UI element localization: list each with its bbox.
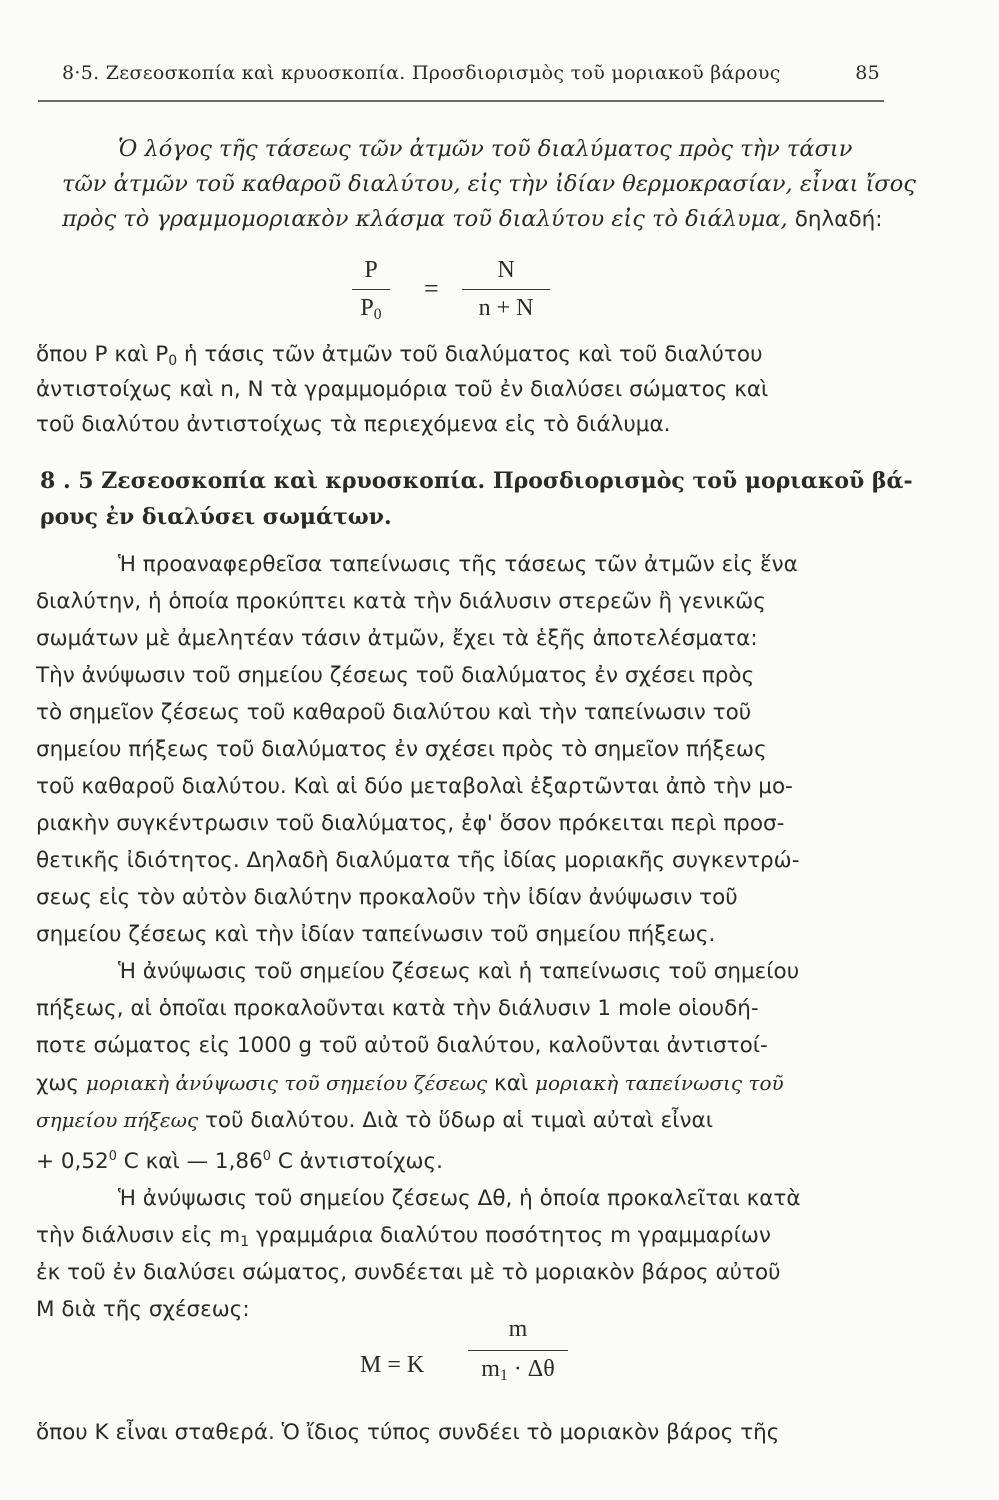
den-subscript: 0 bbox=[373, 306, 382, 323]
fraction-right bbox=[462, 257, 550, 327]
text-span: ἡ τάσις τῶν ἀτμῶν τοῦ διαλύματος καὶ τοῦ διαλύτου bbox=[177, 342, 763, 367]
den-symbol: m bbox=[481, 1356, 500, 1382]
text-line: ριακὴν συγκέντρωσιν τοῦ διαλύματος, ἐφ' ὅσον πρόκειται περὶ προσ- bbox=[36, 811, 785, 836]
text-line: Ἡ προαναφερθεῖσα ταπείνωσις τῆς τάσεως τῶν ἀτμῶν εἰς ἕνα bbox=[118, 552, 798, 577]
numerator: P bbox=[364, 257, 378, 283]
text-line bbox=[36, 1221, 858, 1257]
subscript: 0 bbox=[168, 353, 178, 369]
superscript: 0 bbox=[108, 1149, 117, 1164]
text-line: τῶν ἀτμῶν τοῦ καθαροῦ διαλύτου, εἰς τὴν ἰδίαν θερμοκρασίαν, εἶναι ἴσος bbox=[62, 171, 916, 197]
text-line: τοῦ διαλύτου ἀντιστοίχως τὰ περιεχόμενα εἰς τὸ διάλυμα. bbox=[36, 412, 671, 437]
text-line: Ὁ λόγος τῆς τάσεως τῶν ἀτμῶν τοῦ διαλύματος πρὸς τὴν τάσιν bbox=[118, 136, 853, 162]
text-span: C καὶ — 1,86 bbox=[116, 1149, 263, 1174]
text-span: καὶ bbox=[487, 1071, 536, 1096]
text-span: πρὸς τὸ γραμμομοριακὸν κλάσμα τοῦ διαλύτου εἰς τὸ διάλυμα, bbox=[62, 206, 788, 232]
running-header bbox=[62, 62, 880, 92]
text-span: C ἀντιστοίχως. bbox=[270, 1149, 443, 1174]
text-line bbox=[36, 340, 858, 376]
header-rule bbox=[38, 100, 884, 102]
numerator: m bbox=[508, 1316, 528, 1342]
text-span: δηλαδή: bbox=[794, 207, 883, 232]
text-line bbox=[36, 1142, 858, 1177]
den-subscript: 1 bbox=[499, 1367, 508, 1384]
text-line: ἀντιστοίχως καὶ n, N τὰ γραμμομόρια τοῦ ἐν διαλύσει σώματος καὶ bbox=[36, 377, 769, 402]
fraction-left bbox=[352, 257, 390, 327]
section-heading: 8 . 5 Ζεσεοσκοπία καὶ κρυοσκοπία. Προσδιορισμὸς τοῦ μοριακοῦ βά- bbox=[40, 468, 913, 494]
text-line: πήξεως, αἱ ὁποῖαι προκαλοῦνται κατὰ τὴν διάλυσιν 1 mole οἱουδή- bbox=[36, 996, 759, 1021]
text-line: θετικῆς ἰδιότητος. Δηλαδὴ διαλύματα τῆς ἰδίας μοριακῆς συγκεντρώ- bbox=[36, 848, 800, 873]
text-line bbox=[62, 204, 884, 235]
text-line: σημείου ζέσεως καὶ τὴν ἰδίαν ταπείνωσιν τοῦ σημείου πήξεως. bbox=[36, 922, 716, 947]
den-symbol: P bbox=[360, 295, 374, 321]
text-span: χως bbox=[36, 1071, 86, 1096]
text-span: γραμμάρια διαλύτου ποσότητος m γραμμαρίων bbox=[249, 1223, 771, 1248]
equation-lhs: M = K bbox=[360, 1352, 425, 1378]
text-line: τὸ σημεῖον ζέσεως τοῦ καθαροῦ διαλύτου καὶ τὴν ταπείνωσιν τοῦ bbox=[36, 700, 752, 725]
denominator bbox=[468, 1356, 568, 1385]
italic-term: μοριακὴ ταπείνωσις τοῦ bbox=[535, 1071, 784, 1095]
italic-term: μοριακὴ ἀνύψωσις τοῦ σημείου ζέσεως bbox=[85, 1071, 488, 1095]
page-number: 85 bbox=[855, 62, 880, 84]
superscript: 0 bbox=[262, 1149, 271, 1164]
text-span: + 0,52 bbox=[36, 1149, 109, 1174]
section-heading: ρους ἐν διαλύσει σωμάτων. bbox=[40, 504, 392, 530]
text-line: ἐκ τοῦ ἐν διαλύσει σώματος, συνδέεται μὲ τὸ μοριακὸν βάρος αὐτοῦ bbox=[36, 1260, 781, 1285]
den-rest: · Δθ bbox=[507, 1356, 555, 1382]
text-span: τὴν διάλυσιν εἰς m bbox=[36, 1223, 241, 1248]
section-title: 8·5. Ζεσεοσκοπία καὶ κρυοσκοπία. Προσδιορισμὸς τοῦ μοριακοῦ βάρους bbox=[62, 62, 781, 84]
subscript: 1 bbox=[240, 1234, 250, 1250]
text-line: σημείου πήξεως τοῦ διαλύματος ἐν σχέσει πρὸς τὸ σημεῖον πήξεως bbox=[36, 737, 767, 762]
text-line: σεως εἰς τὸν αὐτὸν διαλύτην προκαλοῦν τὴν ἰδίαν ἀνύψωσιν τοῦ bbox=[36, 885, 738, 910]
text-line: σωμάτων μὲ ἀμελητέαν τάσιν ἀτμῶν, ἔχει τὰ ἑξῆς ἀποτελέσματα: bbox=[36, 626, 758, 651]
text-line: ποτε σώματος εἰς 1000 g τοῦ αὐτοῦ διαλύτου, καλοῦνται ἀντιστοί- bbox=[36, 1033, 768, 1058]
text-line bbox=[36, 1068, 858, 1099]
text-line: M διὰ τῆς σχέσεως: bbox=[36, 1297, 250, 1322]
text-line: Ἡ ἀνύψωσις τοῦ σημείου ζέσεως Δθ, ἡ ὁποία προκαλεῖται κατὰ bbox=[118, 1186, 801, 1211]
fraction-bar bbox=[352, 289, 390, 290]
text-line: τοῦ καθαροῦ διαλύτου. Καὶ αἱ δύο μεταβολαὶ ἐξαρτῶνται ἀπὸ τὴν μο- bbox=[36, 774, 793, 799]
numerator: N bbox=[497, 257, 515, 283]
italic-term: σημείου πήξεως bbox=[36, 1108, 199, 1132]
text-span: ὅπου P καὶ P bbox=[36, 342, 169, 367]
text-span: τοῦ διαλύτου. Διὰ τὸ ὕδωρ αἱ τιμαὶ αὐταὶ εἶναι bbox=[198, 1108, 713, 1133]
fraction-bar bbox=[468, 1350, 568, 1351]
text-line: Τὴν ἀνύψωσιν τοῦ σημείου ζέσεως τοῦ διαλύματος ἐν σχέσει πρὸς bbox=[36, 663, 755, 688]
text-line: Ἡ ἀνύψωσις τοῦ σημείου ζέσεως καὶ ἡ ταπείνωσις τοῦ σημείου bbox=[118, 959, 800, 984]
equals-sign: = bbox=[424, 274, 439, 303]
text-line bbox=[36, 1105, 858, 1136]
denominator bbox=[352, 295, 390, 324]
text-line: διαλύτην, ἡ ὁποία προκύπτει κατὰ τὴν διάλυσιν στερεῶν ἢ γενικῶς bbox=[36, 589, 766, 614]
fraction-bar bbox=[462, 289, 550, 290]
denominator: n + N bbox=[478, 295, 534, 321]
fraction bbox=[468, 1316, 568, 1386]
text-line: ὅπου K εἶναι σταθερά. Ὁ ἴδιος τύπος συνδέει τὸ μοριακὸν βάρος τῆς bbox=[36, 1420, 780, 1445]
